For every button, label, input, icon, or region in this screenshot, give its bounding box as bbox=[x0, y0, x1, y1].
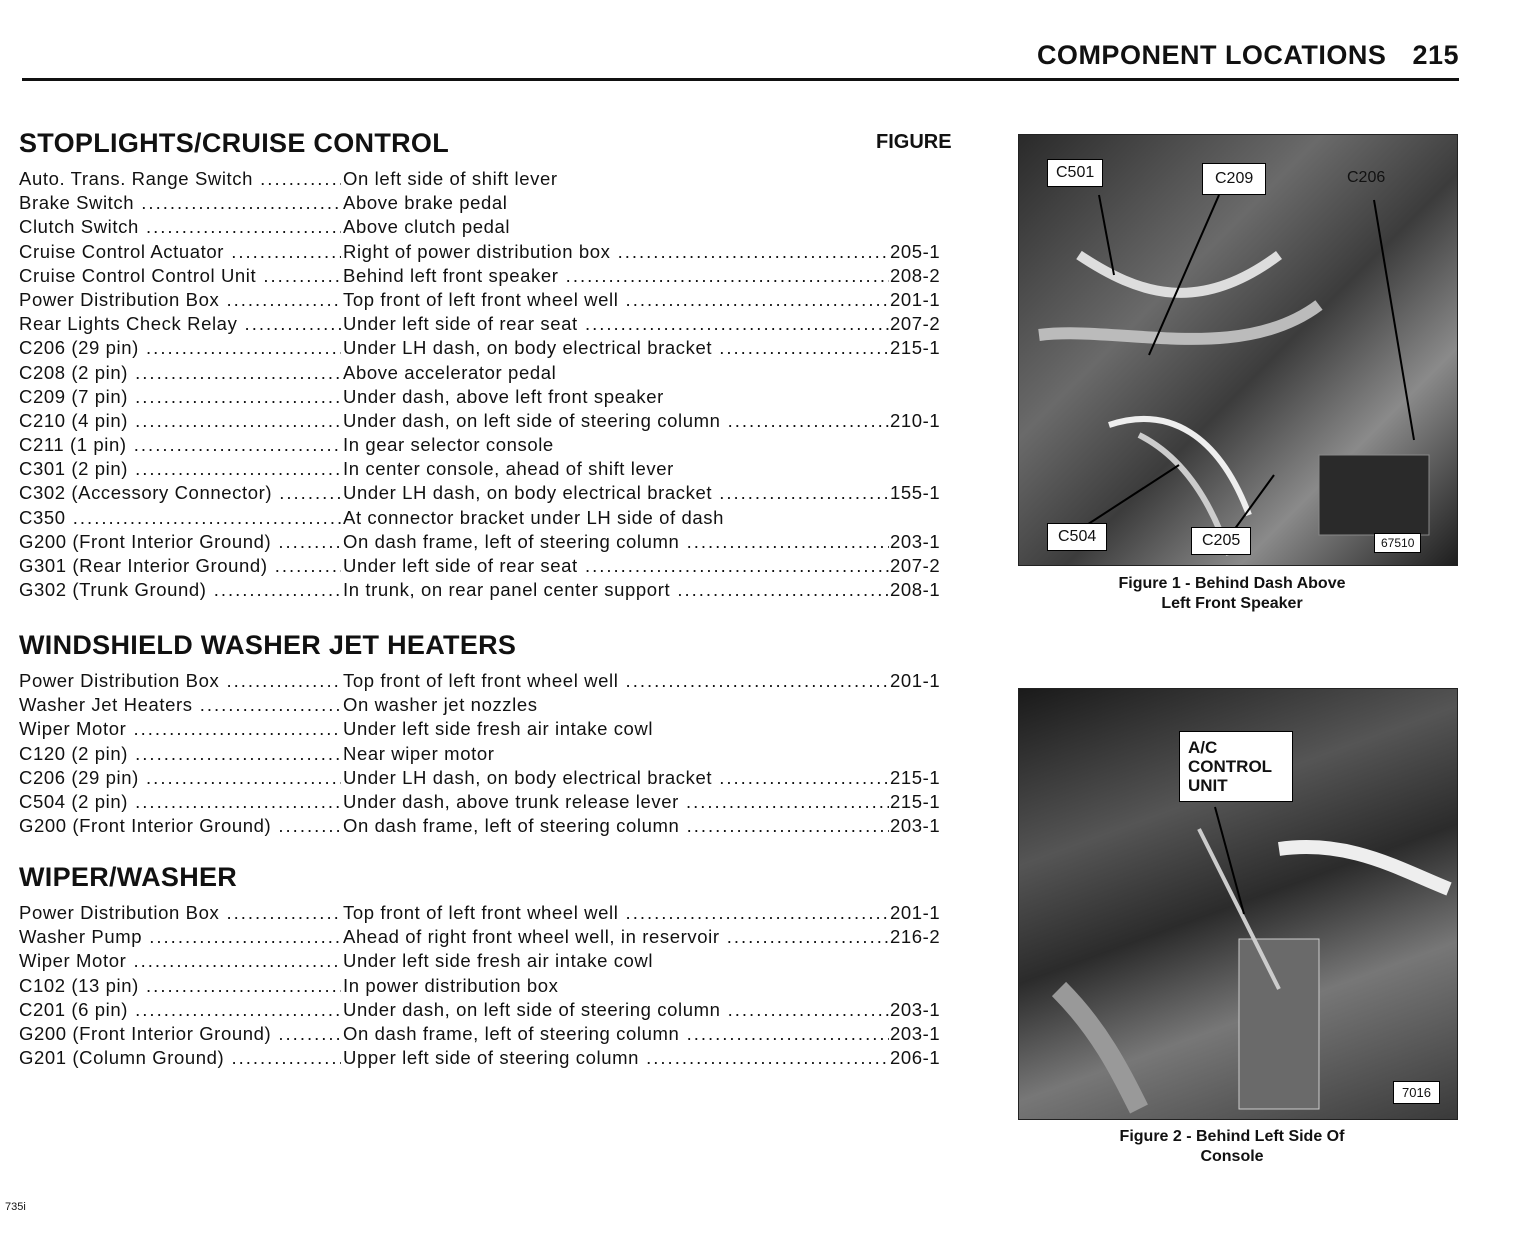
header-rule bbox=[22, 78, 1459, 81]
figure-1-caption-line1: Figure 1 - Behind Dash Above bbox=[1118, 575, 1346, 592]
component-location: In center console, ahead of shift lever bbox=[343, 458, 674, 480]
component-location: On dash frame, left of steering column ..... bbox=[343, 531, 889, 553]
component-row bbox=[19, 337, 954, 361]
label-c501: C501 bbox=[1047, 159, 1103, 187]
component-name: C208 (2 pin) ..... bbox=[19, 362, 341, 384]
figure-reference: 203-1 bbox=[890, 998, 941, 1020]
figure-1-caption bbox=[1100, 574, 1364, 614]
component-row bbox=[19, 902, 954, 926]
component-name: C102 (13 pin) ..... bbox=[19, 975, 341, 997]
page-header bbox=[1037, 40, 1459, 71]
figure-1-lines bbox=[1019, 135, 1457, 565]
component-location: Near wiper motor bbox=[343, 742, 495, 764]
component-row bbox=[19, 975, 954, 999]
component-name: Cruise Control Actuator ..... bbox=[19, 241, 341, 263]
component-name: G200 (Front Interior Ground) ..... bbox=[19, 1023, 341, 1045]
model-footer: 735i bbox=[5, 1201, 26, 1213]
component-location: Upper left side of steering column ..... bbox=[343, 1047, 889, 1069]
component-row bbox=[19, 926, 954, 950]
component-location: Top front of left front wheel well ..... bbox=[343, 670, 889, 692]
component-row bbox=[19, 482, 954, 506]
section-title-stoplights: STOPLIGHTS/CRUISE CONTROL bbox=[19, 128, 450, 158]
component-name: G201 (Column Ground) ..... bbox=[19, 1047, 341, 1069]
component-location: Ahead of right front wheel well, in reservoir ..... bbox=[343, 926, 889, 948]
figure-2-number: 7016 bbox=[1393, 1081, 1440, 1104]
component-row bbox=[19, 1023, 954, 1047]
figure-reference: 201-1 bbox=[890, 288, 941, 310]
component-location: Under left side fresh air intake cowl bbox=[343, 718, 654, 740]
component-name: G200 (Front Interior Ground) ..... bbox=[19, 815, 341, 837]
component-row bbox=[19, 507, 954, 531]
figure-1-caption-line2: Left Front Speaker bbox=[1161, 595, 1303, 612]
component-name: C350 ..... bbox=[19, 507, 341, 529]
component-location: Under left side fresh air intake cowl bbox=[343, 950, 654, 972]
figure-2-caption bbox=[1100, 1127, 1364, 1167]
component-name: Power Distribution Box ..... bbox=[19, 902, 341, 924]
component-row bbox=[19, 410, 954, 434]
component-name: Washer Pump ..... bbox=[19, 926, 341, 948]
component-row bbox=[19, 168, 954, 192]
entries-washer-jet-heaters bbox=[19, 670, 954, 839]
component-row bbox=[19, 743, 954, 767]
component-name: C209 (7 pin) ..... bbox=[19, 386, 341, 408]
component-row bbox=[19, 767, 954, 791]
figure-reference: 215-1 bbox=[890, 790, 941, 812]
component-location: On dash frame, left of steering column ..... bbox=[343, 1023, 889, 1045]
component-location: In power distribution box bbox=[343, 974, 559, 996]
label-ac-line3: UNIT bbox=[1188, 776, 1228, 795]
component-name: G302 (Trunk Ground) ..... bbox=[19, 579, 341, 601]
figure-reference: 203-1 bbox=[890, 1022, 941, 1044]
figure-1-photo bbox=[1018, 134, 1458, 566]
component-row bbox=[19, 241, 954, 265]
component-name: Wiper Motor ..... bbox=[19, 950, 341, 972]
component-row bbox=[19, 434, 954, 458]
label-ac-line2: CONTROL bbox=[1188, 757, 1273, 776]
component-location: Above clutch pedal bbox=[343, 216, 511, 238]
label-c206: C206 bbox=[1347, 169, 1386, 186]
component-name: Washer Jet Heaters ..... bbox=[19, 694, 341, 716]
component-location: Under left side of rear seat ..... bbox=[343, 555, 889, 577]
figure-reference: 201-1 bbox=[890, 902, 941, 923]
component-name: Rear Lights Check Relay ..... bbox=[19, 313, 341, 335]
component-location: In gear selector console bbox=[343, 434, 554, 456]
component-name: C120 (2 pin) ..... bbox=[19, 743, 341, 765]
component-row bbox=[19, 216, 954, 240]
component-name: Cruise Control Control Unit ..... bbox=[19, 265, 341, 287]
component-location: At connector bracket under LH side of dash bbox=[343, 506, 725, 528]
component-name: C210 (4 pin) ..... bbox=[19, 410, 341, 432]
figure-reference: 207-2 bbox=[890, 555, 941, 576]
component-location: Under dash, above left front speaker bbox=[343, 385, 664, 407]
component-name: C301 (2 pin) ..... bbox=[19, 458, 341, 480]
component-location: Under left side of rear seat ..... bbox=[343, 313, 889, 335]
figure-reference: 210-1 bbox=[890, 409, 941, 431]
component-location: On washer jet nozzles bbox=[343, 694, 538, 716]
figure-reference: 208-2 bbox=[890, 264, 941, 286]
label-ac-line1: A/C bbox=[1188, 738, 1218, 757]
component-location: Under LH dash, on body electrical bracket ..... bbox=[343, 482, 889, 504]
entries-stoplights bbox=[19, 168, 954, 603]
figure-reference: 203-1 bbox=[890, 530, 941, 552]
component-row bbox=[19, 579, 954, 603]
component-location: On left side of shift lever bbox=[343, 168, 558, 189]
component-name: C206 (29 pin) ..... bbox=[19, 337, 341, 359]
component-location: Under LH dash, on body electrical bracket ..... bbox=[343, 337, 889, 359]
component-row bbox=[19, 531, 954, 555]
figure-reference: 205-1 bbox=[890, 240, 941, 262]
component-name: G200 (Front Interior Ground) ..... bbox=[19, 531, 341, 553]
component-name: C201 (6 pin) ..... bbox=[19, 999, 341, 1021]
component-row bbox=[19, 313, 954, 337]
component-row bbox=[19, 386, 954, 410]
figure-reference: 208-1 bbox=[890, 579, 941, 601]
component-location: On dash frame, left of steering column ..... bbox=[343, 815, 889, 837]
figure-reference: 203-1 bbox=[890, 815, 941, 837]
page-number: 215 bbox=[1412, 40, 1459, 70]
component-name: Power Distribution Box ..... bbox=[19, 289, 341, 311]
component-row bbox=[19, 1047, 954, 1071]
section-title-wiper-washer: WIPER/WASHER bbox=[19, 862, 238, 892]
component-row bbox=[19, 815, 954, 839]
figure-reference: 216-2 bbox=[890, 926, 941, 948]
component-row bbox=[19, 192, 954, 216]
component-name: C211 (1 pin) ..... bbox=[19, 434, 341, 456]
component-location: Under dash, above trunk release lever ..... bbox=[343, 791, 889, 813]
figure-reference: 215-1 bbox=[890, 766, 941, 788]
header-title: COMPONENT LOCATIONS bbox=[1036, 40, 1387, 70]
figure-reference: 215-1 bbox=[890, 337, 941, 359]
component-location: Under dash, on left side of steering column ..... bbox=[343, 999, 889, 1021]
figure-1-number: 67510 bbox=[1374, 533, 1421, 553]
component-name: G301 (Rear Interior Ground) ..... bbox=[19, 555, 341, 577]
label-c205: C205 bbox=[1191, 527, 1251, 555]
component-location: Top front of left front wheel well ..... bbox=[343, 902, 889, 924]
component-row bbox=[19, 670, 954, 694]
component-row bbox=[19, 265, 954, 289]
entries-wiper-washer bbox=[19, 902, 954, 1071]
figure-reference: 155-1 bbox=[890, 482, 941, 504]
label-c209: C209 bbox=[1202, 163, 1266, 195]
figure-column-heading: FIGURE bbox=[876, 131, 952, 153]
component-row bbox=[19, 458, 954, 482]
component-name: Clutch Switch ..... bbox=[19, 216, 341, 238]
section-title-washer-jet-heaters: WINDSHIELD WASHER JET HEATERS bbox=[19, 630, 517, 660]
figure-2-photo bbox=[1018, 688, 1458, 1120]
component-location: Above accelerator pedal bbox=[343, 361, 557, 383]
component-name: C206 (29 pin) ..... bbox=[19, 767, 341, 789]
component-row bbox=[19, 694, 954, 718]
label-c504: C504 bbox=[1047, 523, 1107, 551]
component-name: Wiper Motor ..... bbox=[19, 718, 341, 740]
component-row bbox=[19, 999, 954, 1023]
component-location: Above brake pedal bbox=[343, 192, 508, 214]
component-name: Power Distribution Box ..... bbox=[19, 670, 341, 692]
component-location: Right of power distribution box ..... bbox=[343, 241, 889, 263]
figure-2-caption-line2: Console bbox=[1200, 1148, 1264, 1165]
label-ac-control-unit bbox=[1179, 731, 1293, 802]
component-row bbox=[19, 950, 954, 974]
figure-reference: 207-2 bbox=[890, 313, 941, 335]
component-row bbox=[19, 791, 954, 815]
component-row bbox=[19, 289, 954, 313]
component-name: Auto. Trans. Range Switch ..... bbox=[19, 168, 341, 190]
component-row bbox=[19, 362, 954, 386]
figure-reference: 206-1 bbox=[890, 1047, 941, 1069]
component-location: Under dash, on left side of steering column ..... bbox=[343, 410, 889, 432]
component-name: C302 (Accessory Connector) ..... bbox=[19, 482, 341, 504]
component-location: Behind left front speaker ..... bbox=[343, 265, 889, 287]
component-name: Brake Switch ..... bbox=[19, 192, 341, 214]
component-location: Under LH dash, on body electrical bracket ..... bbox=[343, 767, 889, 789]
component-name: C504 (2 pin) ..... bbox=[19, 791, 341, 813]
figure-reference: 201-1 bbox=[890, 670, 941, 691]
component-location: Top front of left front wheel well ..... bbox=[343, 289, 889, 311]
component-row bbox=[19, 718, 954, 742]
component-location: In trunk, on rear panel center support ..... bbox=[343, 579, 889, 601]
component-row bbox=[19, 555, 954, 579]
figure-2-caption-line1: Figure 2 - Behind Left Side Of bbox=[1119, 1128, 1345, 1145]
